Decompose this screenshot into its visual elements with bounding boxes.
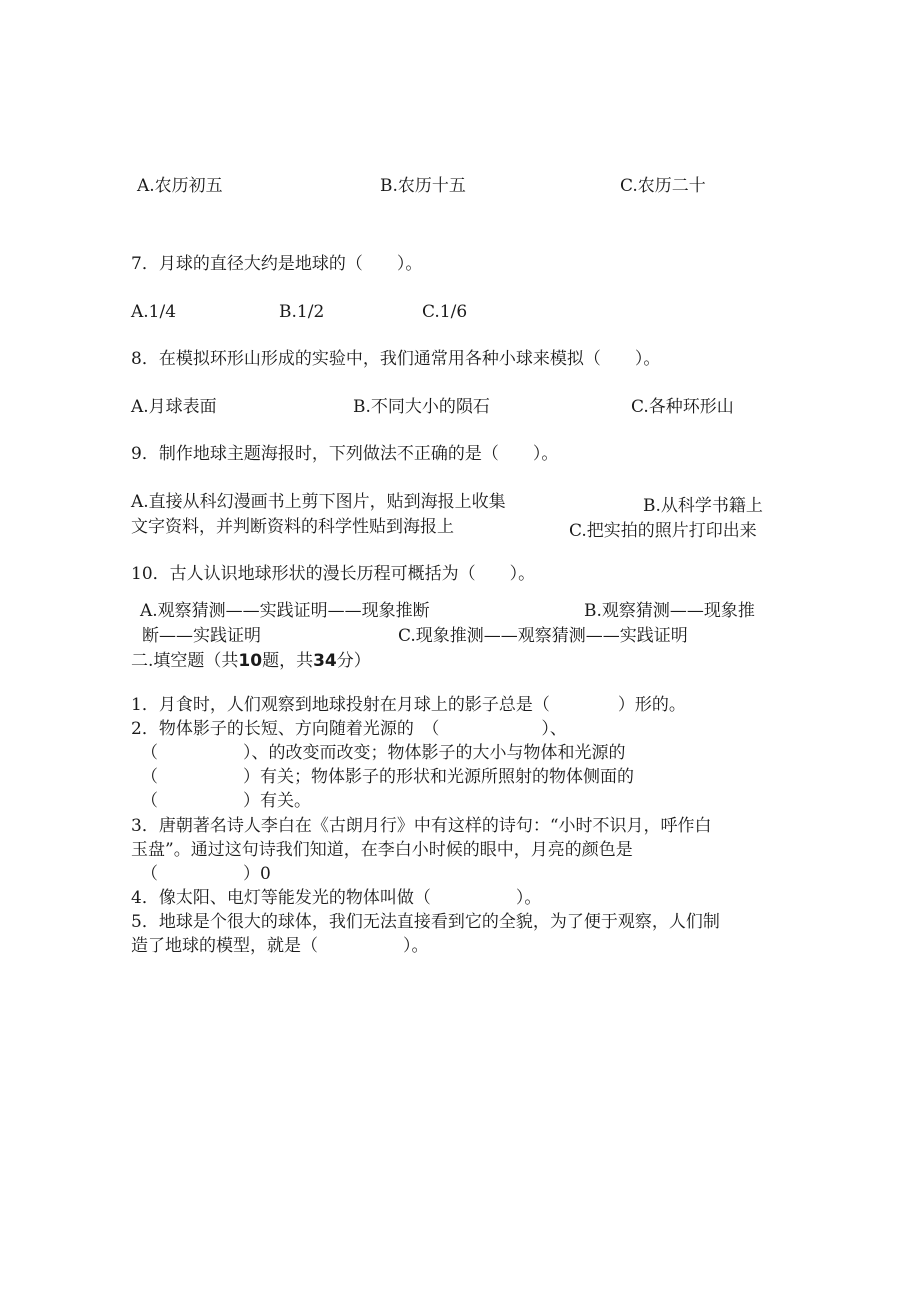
q9-option-a-line2: 文字资料，并判断资料的科学性贴到海报上: [131, 517, 454, 537]
fill-q4: 4．像太阳、电灯等能发光的物体叫做（ ）。: [131, 888, 542, 908]
q8-option-a: A.月球表面: [131, 397, 217, 417]
q6-option-a: A.农历初五: [137, 176, 223, 196]
q8-option-b: B.不同大小的陨石: [353, 397, 490, 417]
q10-stem: 10．古人认识地球形状的漫长历程可概括为（ ）。: [131, 564, 536, 584]
q9-option-a-line1: A.直接从科幻漫画书上剪下图片，贴到海报上收集: [131, 492, 506, 512]
section-heading-prefix: 二.填空题（共: [131, 651, 239, 671]
section-heading-suffix: 分）: [336, 651, 371, 671]
section-question-count: 10: [238, 651, 263, 671]
fill-q3-line1: 3．唐朝著名诗人李白在《古朗月行》中有这样的诗句：“小时不识月，呼作白: [131, 816, 712, 836]
q6-option-b: B.农历十五: [380, 176, 466, 196]
q6-option-c: C.农历二十: [620, 176, 706, 196]
fill-q2-line2: （ ）、的改变而改变；物体影子的大小与物体和光源的: [141, 743, 626, 763]
q10-option-b-line2: 断——实践证明: [142, 626, 261, 646]
q10-option-a: A.观察猜测——实践证明——现象推断: [140, 601, 430, 621]
q10-option-c: C.现象推测——观察猜测——实践证明: [398, 626, 688, 646]
fill-q5-line1: 5．地球是个很大的球体，我们无法直接看到它的全貌，为了便于观察，人们制: [131, 912, 720, 932]
section-heading-fill-in: [131, 653, 371, 670]
fill-q2-line3: （ ）有关；物体影子的形状和光源所照射的物体侧面的: [141, 767, 634, 787]
q9-stem: 9．制作地球主题海报时，下列做法不正确的是（ ）。: [131, 444, 559, 464]
q7-option-a: A.1/4: [131, 302, 177, 322]
q7-option-b: B.1/2: [279, 302, 325, 322]
fill-q2-line1: 2．物体影子的长短、方向随着光源的 （ ）、: [131, 719, 567, 739]
q10-option-b-line1: B.观察猜测——现象推: [584, 601, 755, 621]
q8-option-c: C.各种环形山: [631, 397, 734, 417]
fill-q3-line2: 玉盘”。通过这句诗我们知道，在李白小时候的眼中，月亮的颜色是: [131, 840, 633, 860]
fill-q1: 1．月食时，人们观察到地球投射在月球上的影子总是（ ）形的。: [131, 695, 686, 715]
q7-stem: 7．月球的直径大约是地球的（ ）。: [131, 254, 423, 274]
q8-stem: 8．在模拟环形山形成的实验中，我们通常用各种小球来模拟（ ）。: [131, 349, 661, 369]
section-heading-middle: 题，共: [262, 651, 314, 671]
section-total-points: 34: [313, 651, 337, 671]
fill-q2-line4: （ ）有关。: [141, 791, 311, 811]
fill-q3-line3: （ ）0: [141, 864, 271, 884]
q7-option-c: C.1/6: [422, 302, 468, 322]
q9-option-b: B.从科学书籍上: [643, 496, 763, 516]
fill-q5-line2: 造了地球的模型，就是（ ）。: [131, 936, 429, 956]
q9-option-c: C.把实拍的照片打印出来: [569, 521, 757, 541]
